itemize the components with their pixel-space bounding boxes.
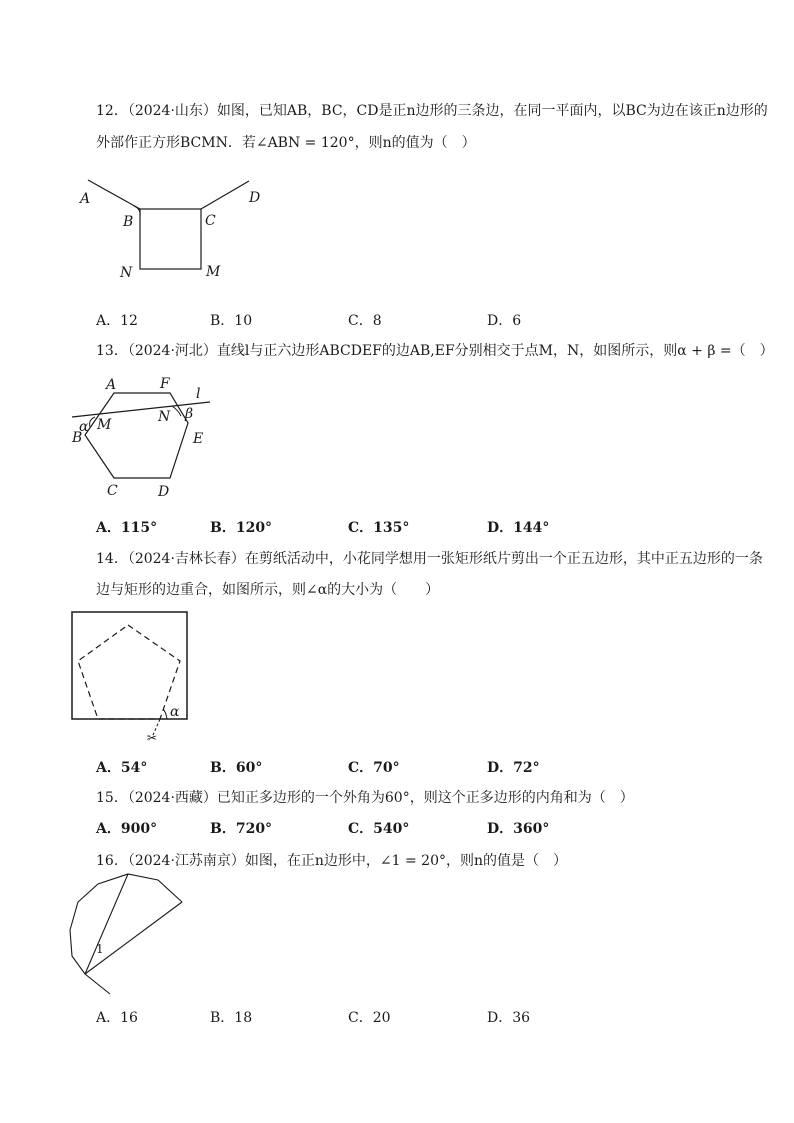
q12-text-line2: 外部作正方形BCMN．若∠ABN = 120°，则n的值为（ ）	[96, 135, 476, 151]
q14-figure	[60, 605, 220, 750]
q15-choice-b[interactable]: B．720°	[210, 821, 273, 837]
q13-choice-d[interactable]: D．144°	[487, 520, 550, 536]
q16-text-line1: 16．（2024·江苏南京）如图，在正n边形中，∠1 = 20°，则n的值是（ ）	[96, 853, 568, 869]
q13-choice-c[interactable]: C．135°	[348, 520, 410, 536]
q15-choice-c[interactable]: C．540°	[348, 821, 410, 837]
q12-label-M: M	[206, 264, 221, 280]
q16-choice-d[interactable]: D．36	[487, 1010, 531, 1026]
q15-text-line1: 15．（2024·西藏）已知正多边形的一个外角为60°，则这个正多边形的内角和为（ ）	[96, 790, 634, 806]
q14-text-line2: 边与矩形的边重合，如图所示，则∠α的大小为（ ）	[96, 582, 440, 598]
q16-label-1: 1	[96, 942, 104, 956]
q13-figure	[60, 370, 280, 505]
q13-label-A: A	[106, 377, 117, 393]
q12-choice-d[interactable]: D．6	[487, 313, 522, 329]
q12-figure	[60, 170, 280, 290]
q14-choice-c[interactable]: C．70°	[348, 760, 400, 776]
q16-choice-a[interactable]: A．16	[96, 1010, 138, 1026]
q12-choice-b[interactable]: B．10	[210, 313, 253, 329]
q13-label-D: D	[158, 484, 170, 500]
q14-choice-b[interactable]: B．60°	[210, 760, 263, 776]
q12-label-A: A	[80, 191, 91, 207]
q13-label-B: B	[72, 430, 83, 446]
q12-label-C: C	[205, 213, 216, 229]
q16-choice-b[interactable]: B．18	[210, 1010, 253, 1026]
q16-choice-c[interactable]: C．20	[348, 1010, 391, 1026]
q13-label-N: N	[158, 409, 171, 425]
q13-choice-b[interactable]: B．120°	[210, 520, 273, 536]
q12-choice-c[interactable]: C．8	[348, 313, 382, 329]
q13-label-alpha: α	[79, 419, 89, 435]
q12-label-N: N	[120, 265, 133, 281]
q14-choice-a[interactable]: A．54°	[96, 760, 148, 776]
q12-choice-a[interactable]: A．12	[96, 313, 138, 329]
scissors-icon: ✂	[147, 731, 158, 745]
q13-label-F: F	[160, 376, 170, 392]
q13-label-E: E	[193, 431, 204, 447]
q13-choice-a[interactable]: A．115°	[96, 520, 158, 536]
q12-text-line1: 12．（2024·山东）如图，已知AB，BC，CD是正n边形的三条边，在同一平面内，以BC为边在该正n边形的	[96, 103, 768, 119]
q15-choice-d[interactable]: D．360°	[487, 821, 550, 837]
q13-label-C: C	[107, 483, 118, 499]
q15-choice-a[interactable]: A．900°	[96, 821, 158, 837]
q12-label-B: B	[123, 214, 134, 230]
q13-label-l: l	[196, 386, 201, 402]
q13-label-beta: β	[185, 406, 194, 422]
q14-text-line1: 14．（2024·吉林长春）在剪纸活动中，小花同学想用一张矩形纸片剪出一个正五边形，其中正五边形的一条	[96, 551, 763, 567]
q13-text-line1: 13．（2024·河北）直线l与正六边形ABCDEF的边AB,EF分别相交于点M，N，如图所示，则α + β =（ ）	[96, 343, 774, 359]
q14-label-alpha: α	[170, 704, 180, 720]
q14-choice-d[interactable]: D．72°	[487, 760, 540, 776]
q12-label-D: D	[249, 190, 261, 206]
q16-figure	[60, 870, 220, 1000]
q13-label-M: M	[97, 417, 112, 433]
